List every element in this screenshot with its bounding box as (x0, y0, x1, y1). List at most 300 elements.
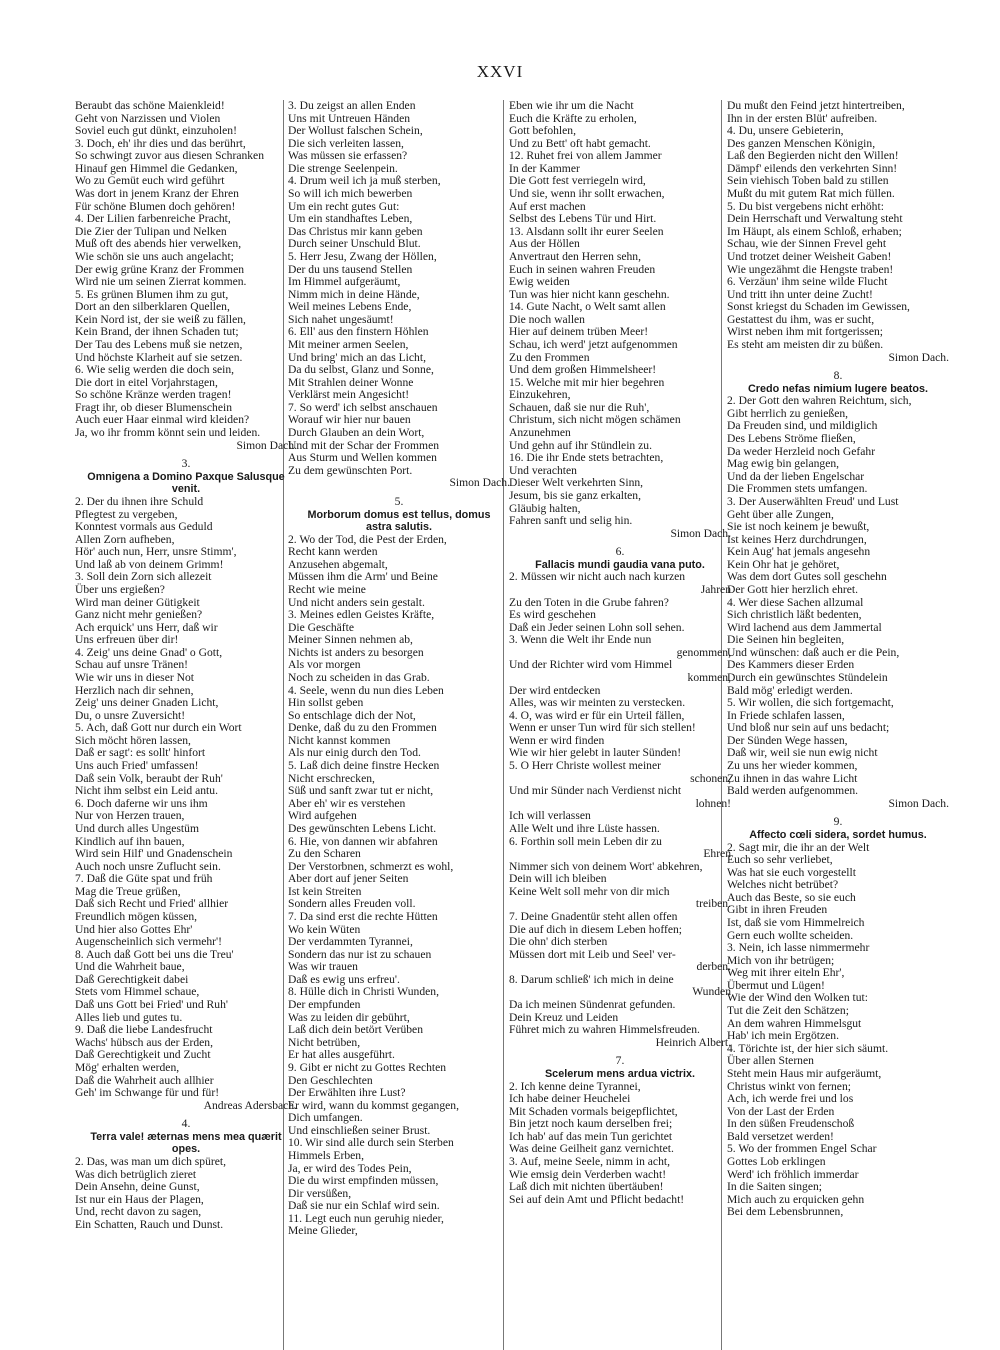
poem-motto: opes. (171, 1143, 201, 1156)
text-line: Durch ein gewünschtes Stündelein (727, 671, 888, 685)
text-line: 5. Ach, daß Gott nur durch ein Wort (75, 721, 242, 735)
text-line: Ihn in der ersten Blüt' aufreiben. (727, 111, 878, 125)
text-line: 2. Der du ihnen ihre Schuld (75, 494, 204, 508)
text-line: 8. Darum schließ' ich mich in deine (509, 972, 674, 986)
text-line: Uns erfreuen über dir! (75, 633, 179, 647)
text-line: 5. Laß dich deine finstre Hecken (288, 759, 440, 773)
text-line: Dein Kreuz und Leiden (509, 1010, 619, 1024)
text-line: Und gehn auf ihr Stündlein zu. (509, 438, 652, 452)
text-line: 5. Es grünen Blumen ihm zu gut, (75, 287, 229, 301)
text-line: Wie wir uns in dieser Not (75, 671, 194, 685)
poem-motto: Scelerum mens ardua victrix. (544, 1067, 696, 1080)
text-line: 3. Auf, meine Seele, nimm in acht, (509, 1154, 670, 1168)
text-line: 4. Wer diese Sachen allzumal (727, 595, 864, 609)
poem-number: 4. (181, 1117, 191, 1131)
text-line: 5. Wir wollen, die sich fortgemacht, (727, 696, 894, 710)
text-line: Ist nur ein Haus der Plagen, (75, 1192, 204, 1206)
text-line: Von der Last der Erden (727, 1104, 835, 1118)
poem-motto: Omnigena a Domino Paxque Salusque (87, 470, 285, 483)
poem-number: 8. (833, 369, 843, 383)
text-line: Eben wie ihr um die Nacht (509, 100, 634, 112)
text-line: 2. Wo der Tod, die Pest der Erden, (288, 532, 447, 546)
text-line: Wenn er unser Tun wird für sich stellen! (509, 721, 696, 735)
text-line: Der Erwählten ihre Lust? (288, 1086, 406, 1100)
text-line: Daß Gerechtigkeit dabei (75, 972, 189, 986)
text-line-right: schonen, (690, 771, 731, 785)
text-line: Konntest vormals aus Geduld (75, 520, 213, 534)
text-line: Kindlich auf ihn bauen, (75, 834, 185, 848)
text-line: 5. Herr Jesu, Zwang der Höllen, (288, 249, 437, 263)
text-line: Mich auch zu erquicken gehn (727, 1192, 865, 1206)
text-line: Durch Glauben an dein Wort, (288, 426, 425, 440)
text-line: Daß sich Recht und Fried' allhier (75, 897, 229, 911)
text-line: Zu den Frommen (509, 350, 590, 364)
text-line: Hier auf deinem trüben Meer! (509, 325, 649, 339)
text-line: Uns mit Untreuen Händen (288, 111, 411, 125)
text-line: 7. Daß die Güte spat und früh (75, 872, 213, 886)
text-line-right: Ehren (703, 847, 731, 861)
text-line: Wachs' hübsch aus der Erden, (75, 1035, 213, 1049)
text-line: Gibt herrlich zu genießen, (727, 406, 849, 420)
text-line: 9. Gibt er nicht zu Gottes Rechten (288, 1060, 447, 1074)
text-line: Wie wir hier gelebt in lauter Sünden! (509, 746, 682, 760)
text-line: Laß dich dein betört Verüben (288, 1023, 424, 1037)
text-line: So entschlage dich der Not, (288, 708, 416, 722)
text-line: Und mit der Schar der Frommen (288, 438, 440, 452)
text-line: Da Freuden sind, und mildiglich (727, 419, 878, 433)
text-line: Wo zu Gemüt euch wird geführt (75, 174, 225, 188)
text-line: Der Wollust falschen Schein, (288, 124, 423, 138)
text-line: 3. Du zeigst an allen Enden (288, 100, 416, 112)
text-line: Welches nicht betrübet? (727, 878, 839, 892)
text-line: Gestattest du ihm, was er sucht, (727, 312, 875, 326)
text-line: Die Seinen hin begleiten, (727, 633, 845, 647)
text-line: Einzukehren, (509, 388, 571, 402)
text-line: 3. Meines edlen Geistes Kräfte, (288, 608, 435, 622)
text-line: Da du selbst, Glanz und Sonne, (288, 363, 434, 377)
text-line: Sein viehisch Toben bald zu stillen (727, 174, 889, 188)
text-line: Anzusehen abgemalt, (288, 557, 388, 571)
text-line: Im Häupt, als einem Schloß, erhaben; (727, 224, 902, 238)
text-line: 4. Du, unsere Gebieterin, (727, 124, 844, 138)
poem-motto: Fallacis mundi gaudia vana puto. (535, 558, 705, 571)
text-line: Im Himmel aufgeräumt, (288, 275, 401, 289)
text-line: Mußt du mit gutem Rat mich füllen. (727, 187, 895, 201)
text-line: Meine Glieder, (288, 1224, 358, 1238)
text-line: Selbst des Lebens Tür und Hirt. (509, 212, 657, 226)
text-line: Ich habe deiner Heuchelei (509, 1092, 631, 1106)
poem-number: 7. (615, 1054, 625, 1068)
text-line: Bald versetzet werden! (727, 1129, 834, 1143)
text-line: So will ich mich bewerben (288, 187, 413, 201)
text-line: Und höchste Klarheit auf sie setzen. (75, 350, 243, 364)
text-line: 2. Sagt mir, die ihr an der Welt (727, 840, 870, 854)
text-line: 2. Der Gott den wahren Reichtum, sich, (727, 394, 912, 408)
text-line: Das Christus mir kann geben (288, 224, 423, 238)
text-line: Muß oft des abends hier verwelken, (75, 237, 242, 251)
text-line: In den süßen Freudenschoß (727, 1117, 855, 1131)
text-line: In Friede schlafen lassen, (727, 708, 845, 722)
text-line: Schau, wie der Sinnen Frevel geht (727, 237, 887, 251)
text-line: 7. So werd' ich selbst anschauen (288, 400, 438, 414)
text-line: Den Geschlechten (288, 1073, 373, 1087)
poem-number: 5. (394, 494, 404, 508)
text-line: Aber eh' wir es verstehen (288, 796, 406, 810)
text-line: Schau auf unsre Tränen! (75, 658, 189, 672)
text-line: Ist kein Streiten (288, 884, 362, 898)
text-line: Daß sie nur ein Schlaf wird sein. (288, 1199, 440, 1213)
text-line: Dieser Welt verkehrten Sinn, (509, 476, 644, 490)
text-line: Und trotzet deiner Weisheit Gaben! (727, 249, 892, 263)
poem-number: 3. (181, 457, 191, 471)
text-line: Was deine Geilheit ganz vernichtet. (509, 1142, 674, 1156)
text-line-right: Simon Dach. (888, 796, 949, 810)
poem-motto: venit. (171, 483, 201, 496)
text-line: Nicht kannst kommen (288, 733, 391, 747)
text-line: So schwingt zuvor aus diesen Schranken (75, 149, 265, 163)
text-line: Mag ewig bin gelangen, (727, 457, 840, 471)
text-line: Soviel euch gut dünkt, einzuholen! (75, 124, 237, 138)
text-line: Daß sein Volk, beraubt der Ruh' (75, 771, 223, 785)
text-line: Daß es ewig uns erfreu'. (288, 972, 400, 986)
text-line: Und da der lieben Engelschar (727, 469, 865, 483)
text-line: Wenn er wird finden (509, 733, 605, 747)
text-line: Himmels Erben, (288, 1148, 364, 1162)
text-line: Wird nie um seinen Zierrat kommen. (75, 275, 247, 289)
text-line: Müssen ihm die Arm' und Beine (288, 570, 438, 584)
text-line: 2. Müssen wir nicht auch nach kurzen (509, 570, 686, 584)
text-line: Zu dem gewünschten Port. (288, 463, 413, 477)
text-line: Geht von Narzissen und Violen (75, 111, 221, 125)
text-line: Daß Gerechtigkeit und Zucht (75, 1048, 211, 1062)
text-line: Der Gott hier herzlich ehret. (727, 582, 859, 596)
text-line: Keine Welt soll mehr von dir mich (509, 884, 670, 898)
text-line: Hin sollst geben (288, 696, 364, 710)
text-line: Freundlich mögen küssen, (75, 910, 198, 923)
text-line: Auf erst machen (509, 199, 586, 213)
text-line: Nicht erschrecken, (288, 771, 375, 785)
text-line: Auch das Beste, so sie euch (727, 890, 856, 904)
text-line: Und bring' mich an das Licht, (288, 350, 426, 364)
poem-motto: astra salutis. (365, 521, 432, 534)
text-line: 6. Wie selig werden die doch sein, (75, 363, 235, 377)
text-line: Da ich meinen Sündenrat gefunden. (509, 998, 676, 1012)
text-line: Daß ein Jeder seinen Lohn soll sehen. (509, 620, 685, 634)
text-column-4 (727, 100, 949, 1219)
text-line: Als vor morgen (288, 658, 361, 672)
text-line: Mag die Treue grüßen, (75, 884, 181, 898)
text-line: Und zu Bett' oft habt gemacht. (509, 136, 651, 150)
text-line: Euch die Kräfte zu erholen, (509, 111, 637, 125)
text-line: Er hat alles ausgeführt. (288, 1048, 395, 1062)
text-line: 4. O, was wird er für ein Urteil fällen, (509, 708, 685, 722)
text-line: Ein Schatten, Rauch und Dunst. (75, 1217, 224, 1231)
text-line: Worauf wir hier nur bauen (288, 413, 411, 427)
text-line: Sondern alles Freuden voll. (288, 897, 416, 911)
text-line: Ach erquick' uns Herr, daß wir (75, 620, 218, 634)
text-line: Tun was hier nicht kann geschehn. (509, 287, 670, 301)
text-line: 8. Auch daß Gott bei uns die Treu' (75, 947, 234, 961)
text-line: Augenscheinlich sich vermehr'! (75, 935, 222, 949)
text-line: 4. Drum weil ich ja muß sterben, (288, 174, 441, 188)
text-line-right: Andreas Adersbach. (203, 1098, 297, 1112)
text-line: Dein will ich bleiben (509, 872, 607, 886)
text-line: Weg mit ihrer eiteln Ehr', (727, 966, 845, 980)
text-line: Sich christlich läßt bedenten, (727, 608, 862, 622)
text-line: Der verdammten Tyrannei, (288, 935, 413, 949)
text-line-right: genommen, (676, 645, 731, 659)
text-line: Schauen, daß sie nur die Ruh', (509, 400, 650, 414)
text-line: 9. Daß die liebe Landesfrucht (75, 1023, 213, 1037)
text-line: So schöne Kränze werden tragen! (75, 388, 232, 402)
text-column-2 (288, 100, 510, 1238)
text-line: Recht kann werden (288, 545, 378, 559)
text-line: Zu ihnen in das wahre Licht (727, 771, 858, 785)
text-line: 4. Zeig' uns deine Gnad' o Gott, (75, 645, 223, 659)
text-line: Sie ist noch keinem je bewußt, (727, 520, 870, 534)
text-line: Sei auf dein Amt und Pflicht bedacht! (509, 1192, 685, 1206)
text-line: Zeig' uns deiner Gnaden Licht, (75, 696, 219, 710)
text-line: 13. Alsdann sollt ihr eurer Seelen (509, 224, 664, 238)
text-line: Mit Strahlen deiner Wonne (288, 375, 414, 389)
text-line: 12. Ruhet frei von allem Jammer (509, 149, 662, 163)
text-line-right: lohnen! (695, 796, 731, 810)
text-line: Die Zier der Tulipan und Nelken (75, 224, 227, 238)
poem-motto: Credo nefas nimium lugere beatos. (748, 382, 928, 395)
text-line-right: Jahren (700, 582, 731, 596)
text-line: Ja, wo ihr fromm könnt sein und leiden. (75, 426, 261, 440)
text-line: Mich von ihr betrügen; (727, 953, 835, 967)
text-line-right: Simon Dach. (888, 350, 949, 364)
text-line: Übermut und Lügen! (727, 978, 825, 992)
text-line: Euch so sehr verliebet, (727, 853, 833, 867)
text-line: Mit meiner armen Seelen, (288, 337, 409, 351)
text-line: Führet mich zu wahren Himmelsfreuden. (509, 1023, 700, 1037)
poem-number: 6. (615, 545, 625, 559)
text-line: Die noch wallen (509, 312, 585, 326)
text-column-1 (75, 100, 297, 1231)
text-line: Des Lebens Ströme fließen, (727, 432, 856, 446)
text-line: Die ohn' dich sterben (509, 935, 608, 949)
text-line: Die Frommen stets umfangen. (727, 482, 868, 496)
text-line: Ja, er wird des Todes Pein, (288, 1161, 412, 1175)
text-line: Daß uns Gott bei Fried' und Ruh' (75, 998, 228, 1012)
text-line: Und der Richter wird vom Himmel (509, 658, 673, 672)
text-line: 11. Legt euch nun geruhig nieder, (288, 1211, 444, 1225)
text-line: Verklärst mein Angesicht! (288, 388, 410, 402)
text-line: Dein Herrschaft und Verwaltung steht (727, 212, 903, 226)
text-line: Sich möcht hören lassen, (75, 733, 191, 747)
text-line: Noch zu scheiden in das Grab. (288, 671, 430, 685)
poem-number: 9. (833, 815, 843, 829)
text-line: Meiner Sinnen nehmen ab, (288, 633, 413, 647)
text-line: 16. Die ihr Ende stets betrachten, (509, 451, 664, 465)
text-line: Stets vom Himmel schaue, (75, 985, 200, 999)
text-line: Auch euer Haar einmal wird kleiden? (75, 413, 250, 427)
text-line: Da weder Herzleid noch Gefahr (727, 444, 876, 458)
text-line: Die Gott fest verriegeln wird, (509, 174, 646, 188)
text-line: Der ewig grüne Kranz der Frommen (75, 262, 245, 276)
text-line: Christus winkt von fernen; (727, 1079, 851, 1093)
text-line: Kein Brand, der ihnen Schaden tut; (75, 325, 239, 339)
text-line: Hinauf gen Himmel die Gedanken, (75, 161, 238, 175)
text-line: Gott befohlen, (509, 124, 576, 138)
text-line: Aus Sturm und Wellen kommen (288, 451, 437, 465)
text-line-right: Simon Dach. (670, 526, 731, 540)
text-line: Ewig weiden (509, 275, 570, 289)
page-number: XXVI (476, 62, 524, 81)
text-line: Was müssen sie erfassen? (288, 149, 408, 163)
text-line: Die sich verleiten lassen, (288, 136, 404, 150)
text-line: Kein Nord ist, der sie weiß zu fällen, (75, 312, 246, 326)
text-line: Alles, was wir meinten zu verstecken. (509, 696, 686, 710)
text-line: Ist, daß sie vom Himmelreich (727, 916, 865, 929)
text-line: Mög' erhalten werden, (75, 1060, 180, 1074)
text-line: Auch noch unsre Zuflucht sein. (75, 859, 221, 873)
text-line: Fahren sanft und selig hin. (509, 514, 633, 528)
text-line: In die Saiten singen; (727, 1180, 822, 1194)
text-line: Ist keines Herz durchdrungen, (727, 532, 867, 546)
text-line: Und mir Sünder nach Verdienst nicht (509, 784, 682, 798)
text-line: Wie ungezähmt die Hengste traben! (727, 262, 894, 276)
text-line-right: treiben. (695, 897, 731, 911)
text-line: Gläubig halten, (509, 501, 581, 515)
text-line: Zu den Scharen (288, 847, 361, 861)
text-line: Über allen Sternen (727, 1054, 814, 1068)
text-line: Hab' ich mein Ergötzen. (727, 1029, 839, 1043)
text-line: Laß dich mit nichten übertäuben! (509, 1180, 664, 1194)
text-line: Recht wie meine (288, 582, 366, 596)
text-line: Der du uns tausend Stellen (288, 262, 413, 276)
text-line: 5. Wo der frommen Engel Schar (727, 1142, 877, 1156)
text-line: Beraubt das schöne Maienkleid! (75, 100, 225, 112)
text-line: Es wird geschehen (509, 608, 596, 622)
text-line: Es steht am meisten dir zu büßen. (727, 337, 884, 351)
text-line: Dich umfangen. (288, 1111, 363, 1125)
text-line: Wie schön sie uns auch angelacht; (75, 249, 234, 263)
text-line: Du mußt den Feind jetzt hintertreiben, (727, 100, 905, 112)
text-line: Was dem dort Gutes soll geschehn (727, 570, 887, 584)
text-line: Die auf dich in diesem Leben hoffen; (509, 922, 682, 936)
text-line: Die Geschäfte (288, 620, 354, 634)
text-line: Gern euch wollte scheiden. (727, 928, 854, 942)
text-line: Euch in seinen wahren Freuden (509, 262, 656, 276)
text-line: Und tritt ihn unter deine Zucht! (727, 287, 873, 301)
text-line: Ich hab' auf das mein Tun gerichtet (509, 1129, 673, 1143)
text-line: 6. Verzäun' ihm seine wilde Flucht (727, 275, 888, 289)
text-line: Und verachten (509, 463, 577, 477)
text-line: 4. Seele, wenn du nun dies Leben (288, 683, 444, 697)
text-line: Gottes Lob erklingen (727, 1154, 826, 1168)
text-line: 2. Das, was man um dich spüret, (75, 1154, 227, 1168)
text-line: Daß wir, weil sie nun ewig nicht (727, 746, 878, 760)
text-line: Ganz nicht mehr genießen? (75, 608, 203, 622)
text-line-right: Simon Dach. (236, 438, 297, 452)
text-line: Für schöne Blumen doch gehören! (75, 199, 236, 213)
poem-motto: Terra vale! æternas mens mea quærit (90, 1130, 282, 1143)
text-line: Die du wirst empfinden müssen, (288, 1174, 439, 1188)
text-line: Tut die Zeit den Schätzen; (727, 1004, 849, 1018)
text-line: 2. Ich kenne deine Tyrannei, (509, 1079, 641, 1093)
text-line: Er wird, wann du kommst gegangen, (288, 1098, 459, 1112)
text-line: Zu uns her wieder kommen, (727, 759, 858, 773)
text-line: Dämpf' eilends den verkehrten Sinn! (727, 161, 898, 175)
text-line: Geh' im Schwange für und für! (75, 1086, 220, 1100)
text-line: Was dich betrüglich zieret (75, 1167, 197, 1181)
text-line: 7. Da sind erst die rechte Hütten (288, 910, 438, 923)
text-line: Herzlich nach dir sehnen, (75, 683, 194, 697)
text-line: Geht über alle Zungen, (727, 507, 834, 521)
text-line: 15. Welche mit mir hier begehren (509, 375, 665, 389)
text-line: An dem wahren Himmelsgut (727, 1016, 862, 1030)
text-line: Sondern das nur ist zu schauen (288, 947, 432, 961)
text-line: Und sie, wenn ihr sollt erwachen, (509, 187, 665, 201)
text-line: 3. Wenn die Welt ihr Ende nun (509, 633, 652, 647)
text-line: Über uns ergießen? (75, 582, 165, 596)
text-line: Der wird entdecken (509, 683, 601, 697)
text-line: Als nur einig durch den Tod. (288, 746, 421, 760)
text-line: Allen Zorn aufheben, (75, 532, 175, 546)
text-line: Und dem großen Himmelsheer! (509, 363, 657, 377)
text-line: Und wünschen: daß auch er die Pein, (727, 645, 900, 659)
text-line: Nimmer sich von deinem Wort' abkehren, (509, 859, 703, 873)
text-line: Und, recht davon zu sagen, (75, 1205, 202, 1219)
text-line: Und bloß nur sein auf uns bedacht; (727, 721, 890, 735)
text-line: Ich will verlassen (509, 809, 591, 823)
text-line-right: derben. (696, 960, 731, 974)
text-line: Sonst kriegst du Schaden im Gewissen, (727, 300, 910, 314)
text-line: Wird sein Hilf' und Gnadenschein (75, 847, 233, 861)
text-line: Des gewünschten Lebens Licht. (288, 821, 437, 835)
text-line: 3. Der Auserwählten Freud' und Lust (727, 494, 899, 508)
text-line: 8. Hülle dich in Christi Wunden, (288, 985, 439, 999)
text-line: Bei dem Lebensbrunnen, (727, 1205, 844, 1219)
text-line: Daß er sagt': es sollt' hinfort (75, 746, 206, 760)
text-line: Steht mein Haus mir aufgeräumt, (727, 1066, 882, 1080)
text-line: Daß die Wahrheit auch allhier (75, 1073, 214, 1087)
text-line: Mit Schaden vormals beigepflichtet, (509, 1104, 678, 1118)
text-line: Und durch alles Ungestüm (75, 821, 199, 835)
text-line: Was zu leiden dir gebührt, (288, 1010, 410, 1024)
text-line: Hör' auch nun, Herr, unsre Stimm', (75, 545, 237, 559)
text-line: Bin jetzt noch kaum derselben frei; (509, 1117, 673, 1131)
text-line: 5. Du bist vergebens nicht erhöht: (727, 199, 884, 213)
text-line: Uns auch Fried' umfassen! (75, 759, 199, 773)
text-line: Müssen dort mit Leib und Seel' ver- (509, 947, 676, 961)
text-line: Laß den Begierden nicht den Willen! (727, 149, 899, 163)
text-line: Nimm mich in deine Hände, (288, 287, 420, 301)
text-line: 3. Doch, eh' ihr dies und das berührt, (75, 136, 246, 150)
text-line: Nichts ist anders zu besorgen (288, 645, 424, 659)
text-line: Und laß ab von deinem Grimm! (75, 557, 224, 571)
text-line: Und hier also Gottes Ehr' (75, 922, 193, 936)
text-line: Des ganzen Menschen Königin, (727, 136, 876, 150)
text-line: 4. Törichte ist, der hier sich säumt. (727, 1041, 889, 1055)
text-line: Nur von Herzen trauen, (75, 809, 185, 823)
text-line: 14. Gute Nacht, o Welt samt allen (509, 300, 666, 314)
text-line: Und nicht anders sein gestalt. (288, 595, 425, 609)
text-line: Zu den Toten in die Grube fahren? (509, 595, 669, 609)
text-line: Anzunehmen (509, 426, 571, 440)
text-line: 4. Der Lilien farbenreiche Pracht, (75, 212, 231, 226)
text-line: Der empfunden (288, 998, 361, 1012)
text-line: Was dort in jenem Kranz der Ehren (75, 187, 239, 201)
text-line: 10. Wir sind alle durch sein Sterben (288, 1136, 454, 1150)
text-line-right: kommen, (687, 671, 731, 685)
text-line: Denke, daß du zu den Frommen (288, 721, 437, 735)
text-line: Schau, ich werd' jetzt aufgenommen (509, 337, 678, 351)
text-line: Um ein standhaftes Leben, (288, 212, 413, 226)
